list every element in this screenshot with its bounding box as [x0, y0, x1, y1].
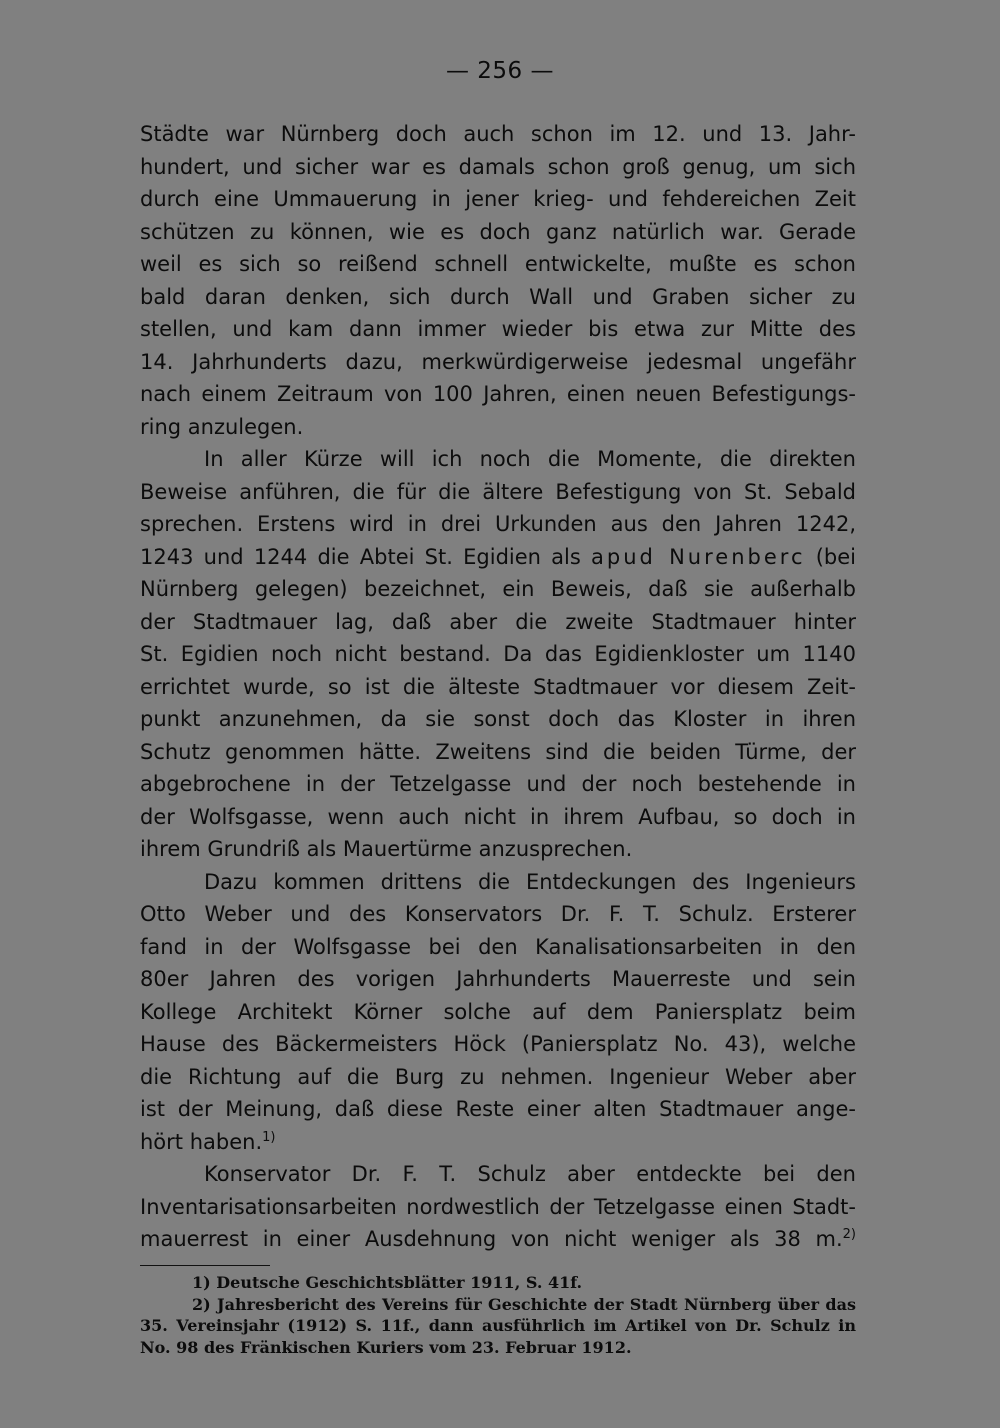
text-line: Beweise anführen, die für die ältere Befestigung von St. Sebald — [140, 479, 856, 504]
text-line: Otto Weber und des Konservators Dr. F. T. Schulz. Ersterer — [140, 902, 856, 926]
body-text — [140, 118, 856, 1256]
text-segment: hört haben. — [140, 1129, 263, 1154]
text-line: sprechen. Erstens wird in drei Urkunden aus den Jahren 1242, — [140, 512, 856, 536]
text-line: schützen zu können, wie es doch ganz natürlich war. Gerade — [140, 219, 856, 244]
text-line: Nürnberg gelegen) bezeichnet, ein Beweis, daß sie außerhalb — [140, 577, 856, 601]
text-line: Städte war Nürnberg doch auch schon im 12. und 13. Jahr- — [140, 122, 856, 146]
text-line: punkt anzunehmen, da sie sonst doch das Kloster in ihren — [140, 707, 856, 731]
text-line: der Wolfsgasse, wenn auch nicht in ihrem Aufbau, so doch in — [140, 804, 856, 829]
footnote-ref: 2) — [842, 1227, 856, 1242]
text-line: Schutz genommen hätte. Zweitens sind die beiden Türme, der — [140, 739, 856, 764]
text-line: Konservator Dr. F. T. Schulz aber entdeckte bei den — [204, 1162, 856, 1186]
text-line: die Richtung auf die Burg zu nehmen. Ingenieur Weber aber — [140, 1064, 856, 1089]
text-line: Hause des Bäckermeisters Höck (Paniersplatz No. 43), welche — [140, 1032, 856, 1056]
text-line: nach einem Zeitraum von 100 Jahren, einen neuen Befestigungs- — [140, 382, 856, 406]
text-line: ist der Meinung, daß diese Reste einer alten Stadtmauer ange- — [140, 1097, 856, 1121]
text-segment: (bei — [815, 544, 856, 569]
footnote-line: 1) Deutsche Geschichtsblätter 1911, S. 41f. — [192, 1273, 583, 1292]
footnote-line: No. 98 des Fränkischen Kuriers vom 23. Februar 1912. — [140, 1337, 632, 1357]
text-line: Dazu kommen drittens die Entdeckungen des Ingenieurs — [204, 869, 856, 894]
text-line: 14. Jahrhunderts dazu, merkwürdigerweise jedesmal ungefähr — [140, 349, 856, 374]
text-line — [140, 1126, 856, 1159]
text-line: ihrem Grundriß als Mauertürme anzusprechen. — [140, 837, 633, 861]
text-line: hundert, und sicher war es damals schon groß genug, um sich — [140, 154, 856, 179]
text-line: In aller Kürze will ich noch die Momente, die direkten — [204, 447, 856, 471]
text-line: weil es sich so reißend schnell entwickelte, mußte es schon — [140, 252, 856, 276]
text-line: der Stadtmauer lag, daß aber die zweite Stadtmauer hinter — [140, 609, 856, 634]
text-line: 80er Jahren des vorigen Jahrhunderts Mauerreste und sein — [140, 967, 856, 991]
text-line: stellen, und kam dann immer wieder bis etwa zur Mitte des — [140, 317, 856, 341]
text-line: ring anzulegen. — [140, 414, 304, 439]
text-line: durch eine Ummauerung in jener krieg- und fehdereichen Zeit — [140, 187, 856, 211]
footnote-line: 2) Jahresbericht des Vereins für Geschichte der Stadt Nürnberg über das — [192, 1294, 856, 1314]
text-segment: mauerrest in einer Ausdehnung von nicht weniger als 38 m. — [140, 1227, 843, 1251]
page-number: — 256 — — [445, 58, 555, 84]
text-line: errichtet wurde, so ist die älteste Stadtmauer vor diesem Zeit- — [140, 674, 856, 699]
footnote-line: 35. Vereinsjahr (1912) S. 11f., dann ausführlich im Artikel von Dr. Schulz in — [140, 1316, 856, 1335]
text-segment: 1243 und 1244 die Abtei St. Egidien als — [140, 544, 581, 569]
text-line — [140, 541, 856, 574]
footnote-ref: 1) — [262, 1129, 276, 1145]
text-line — [140, 1223, 856, 1256]
text-line: bald daran denken, sich durch Wall und Graben sicher zu — [140, 284, 856, 309]
text-line: Kollege Architekt Körner solche auf dem Paniersplatz beim — [140, 999, 856, 1024]
text-line: fand in der Wolfsgasse bei den Kanalisationsarbeiten in den — [140, 934, 856, 959]
footnote-divider — [140, 1265, 270, 1266]
footnotes — [140, 1272, 856, 1358]
text-line: St. Egidien noch nicht bestand. Da das Egidienkloster um 1140 — [140, 642, 856, 666]
text-line: Inventarisationsarbeiten nordwestlich der Tetzelgasse einen Stadt- — [140, 1194, 856, 1219]
text-line: abgebrochene in der Tetzelgasse und der noch bestehende in — [140, 772, 856, 796]
emphasized-text: apud Nurenberc — [591, 544, 806, 569]
